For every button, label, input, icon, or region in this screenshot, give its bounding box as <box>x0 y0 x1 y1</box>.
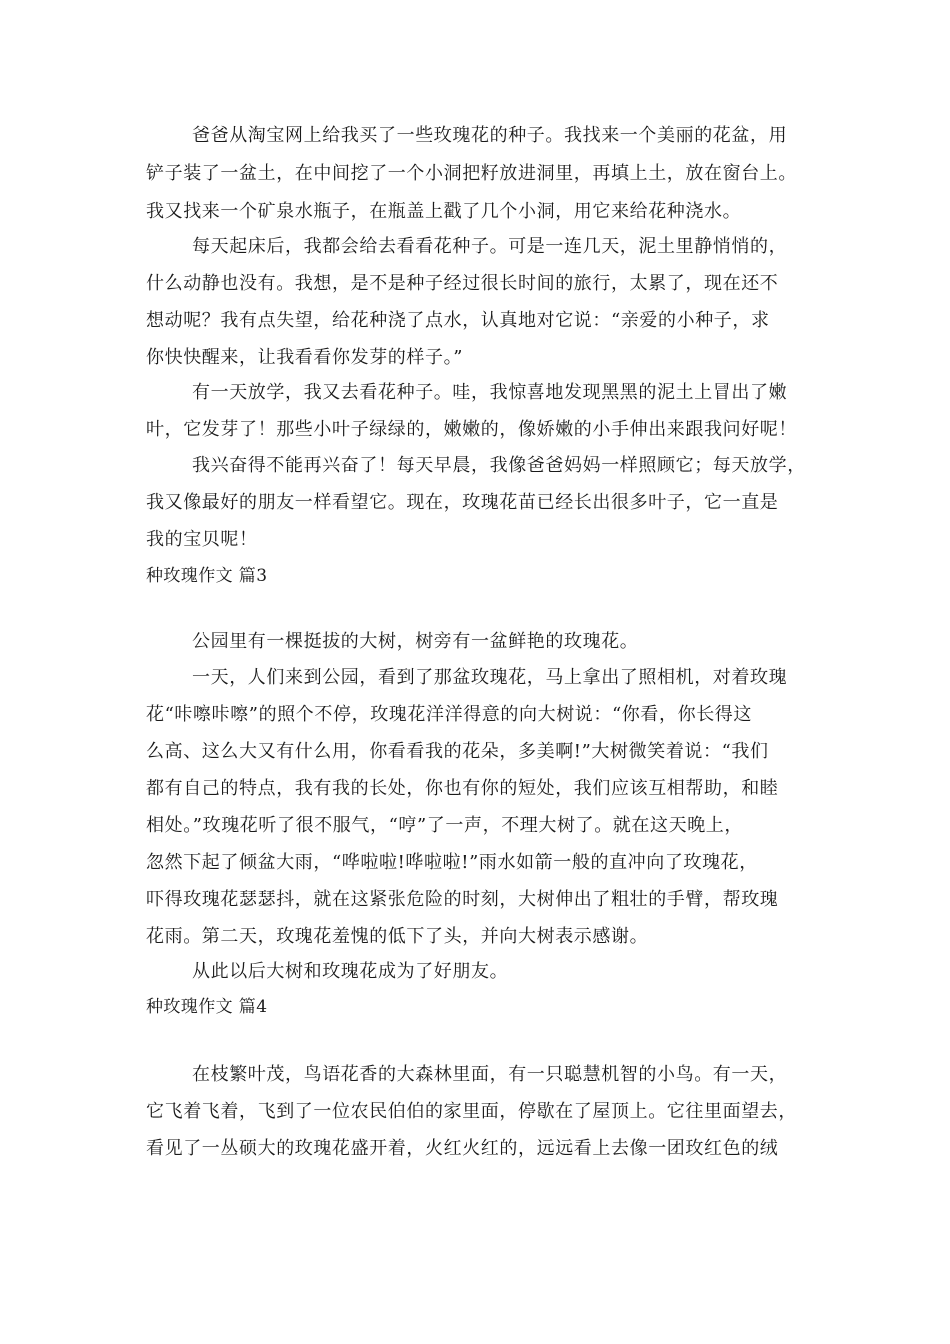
paragraph-line: 铲子装了一盆土，在中间挖了一个小洞把籽放进洞里，再填上土，放在窗台上。 <box>146 163 797 184</box>
paragraph-line: 花雨。第二天，玫瑰花羞愧的低下了头，并向大树表示感谢。 <box>146 926 649 947</box>
paragraph-line: 一天，人们来到公园，看到了那盆玫瑰花，马上拿出了照相机，对着玫瑰 <box>192 667 788 688</box>
paragraph-line: 忽然下起了倾盆大雨，“哗啦啦!哗啦啦!”雨水如箭一般的直冲向了玫瑰花， <box>146 852 758 873</box>
paragraph-line: 我又找来一个矿泉水瓶子，在瓶盖上戳了几个小洞，用它来给花种浇水。 <box>146 201 742 222</box>
paragraph-line: 都有自己的特点，我有我的长处，你也有你的短处，我们应该互相帮助，和睦 <box>146 778 779 799</box>
section-title: 种玫瑰作文 篇4 <box>146 997 268 1017</box>
paragraph-line: 你快快醒来，让我看看你发芽的样子。” <box>146 347 464 368</box>
paragraph-line: 从此以后大树和玫瑰花成为了好朋友。 <box>192 961 509 982</box>
paragraph-line: 什么动静也没有。我想，是不是种子经过很长时间的旅行，太累了，现在还不 <box>146 273 779 294</box>
paragraph-line: 么高、这么大又有什么用，你看看我的花朵，多美啊!”大树微笑着说：“我们 <box>146 741 769 762</box>
paragraph-line: 看见了一丛硕大的玫瑰花盛开着，火红火红的，远远看上去像一团玫红色的绒 <box>146 1138 779 1159</box>
paragraph-line: 我兴奋得不能再兴奋了！每天早晨，我像爸爸妈妈一样照顾它；每天放学， <box>192 455 806 476</box>
paragraph-line: 叶，它发芽了！那些小叶子绿绿的，嫩嫩的，像娇嫩的小手伸出来跟我问好呢！ <box>146 419 797 440</box>
paragraph-line: 想动呢？我有点失望，给花种浇了点水，认真地对它说：“亲爱的小种子，求 <box>146 310 770 331</box>
paragraph-line: 在枝繁叶茂，鸟语花香的大森林里面，有一只聪慧机智的小鸟。有一天， <box>192 1064 788 1085</box>
paragraph-line: 我的宝贝呢！ <box>146 529 258 550</box>
section-title: 种玫瑰作文 篇3 <box>146 566 268 586</box>
paragraph-line: 有一天放学，我又去看花种子。哇，我惊喜地发现黑黑的泥土上冒出了嫩 <box>192 382 788 403</box>
paragraph-line: 公园里有一棵挺拔的大树，树旁有一盆鲜艳的玫瑰花。 <box>192 631 639 652</box>
paragraph-line: 花“咔嚓咔嚓”的照个不停，玫瑰花洋洋得意的向大树说：“你看，你长得这 <box>146 704 753 725</box>
paragraph-line: 它飞着飞着，飞到了一位农民伯伯的家里面，停歇在了屋顶上。它往里面望去， <box>146 1101 797 1122</box>
paragraph-line: 每天起床后，我都会给去看看花种子。可是一连几天，泥土里静悄悄的， <box>192 236 788 257</box>
paragraph-line: 爸爸从淘宝网上给我买了一些玫瑰花的种子。我找来一个美丽的花盆，用 <box>192 125 788 146</box>
paragraph-line: 吓得玫瑰花瑟瑟抖，就在这紧张危险的时刻，大树伸出了粗壮的手臂，帮玫瑰 <box>146 889 779 910</box>
paragraph-line: 我又像最好的朋友一样看望它。现在，玫瑰花苗已经长出很多叶子，它一直是 <box>146 492 779 513</box>
paragraph-line: 相处。”玫瑰花听了很不服气，“哼”了一声，不理大树了。就在这天晚上， <box>146 815 744 836</box>
